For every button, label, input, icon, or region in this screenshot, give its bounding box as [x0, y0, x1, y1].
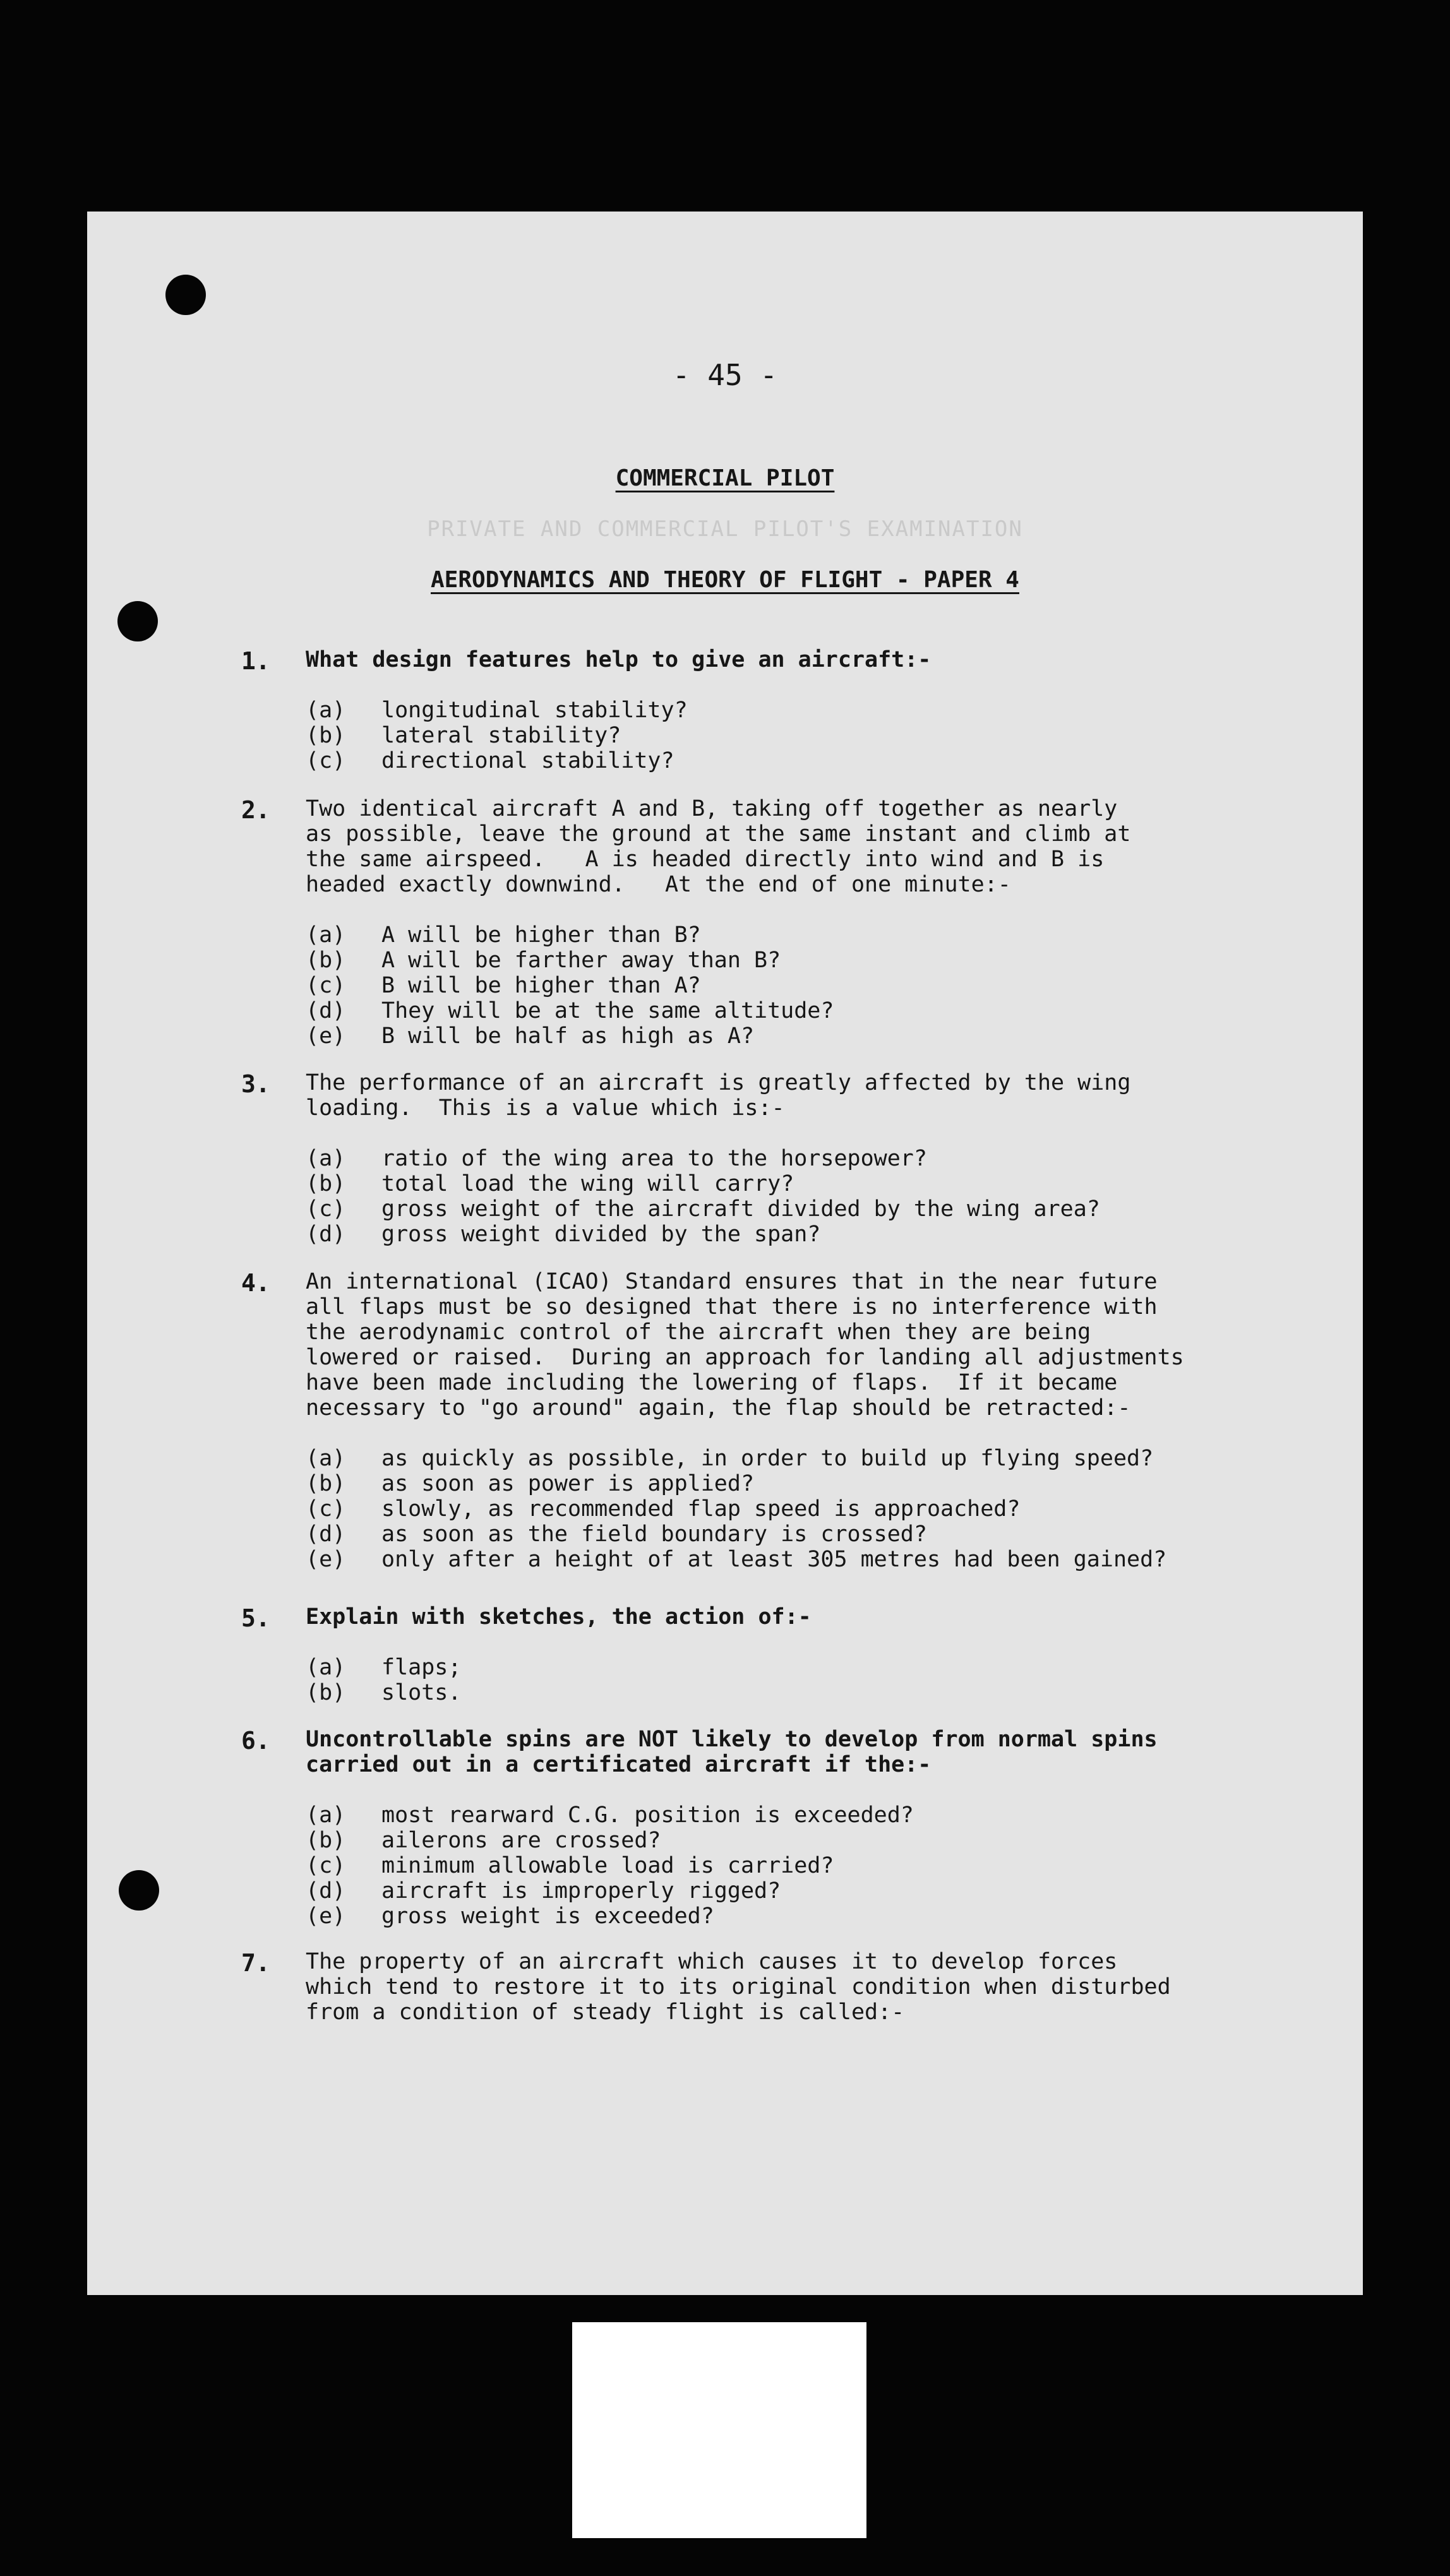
- option-text: as soon as the field boundary is crossed?: [381, 1522, 927, 1547]
- option-text: A will be higher than B?: [381, 922, 701, 948]
- question-4: [241, 1269, 1353, 1572]
- question-number: 2.: [241, 796, 270, 824]
- question-text: An international (ICAO) Standard ensures that in the near future all flaps must be so designed that there is no interference with the aerodynamic control of the aircraft when they are being lowered or raised. During an approach for landing all adjustments have been made including the lowering of flaps. If it became necessary to "go around" again, the flap should be retracted:-: [306, 1269, 1184, 1421]
- option-item: [306, 698, 1353, 723]
- option-label: (b): [306, 1471, 346, 1496]
- option-text: ailerons are crossed?: [381, 1828, 661, 1853]
- option-text: as quickly as possible, in order to build up flying speed?: [381, 1446, 1154, 1471]
- option-label: (c): [306, 973, 346, 998]
- option-item: [306, 922, 1353, 948]
- punch-hole: [119, 1870, 159, 1911]
- option-text: longitudinal stability?: [381, 698, 688, 723]
- option-text: only after a height of at least 305 metres had been gained?: [381, 1547, 1167, 1572]
- option-label: (d): [306, 1878, 346, 1904]
- option-label: (a): [306, 1446, 346, 1471]
- question-number: 7.: [241, 1949, 270, 1977]
- option-label: (b): [306, 1171, 346, 1196]
- punch-hole: [165, 275, 206, 315]
- option-text: slots.: [381, 1680, 462, 1705]
- option-label: (a): [306, 1146, 346, 1171]
- option-text: ratio of the wing area to the horsepower?: [381, 1146, 927, 1171]
- option-label: (a): [306, 1655, 346, 1680]
- option-list: [306, 1446, 1353, 1572]
- option-label: (b): [306, 1680, 346, 1705]
- option-label: (a): [306, 698, 346, 723]
- option-text: flaps;: [381, 1655, 462, 1680]
- blank-card: [572, 2322, 866, 2538]
- option-item: [306, 1196, 1353, 1222]
- option-text: most rearward C.G. position is exceeded?: [381, 1803, 914, 1828]
- option-label: (e): [306, 1023, 346, 1049]
- option-text: aircraft is improperly rigged?: [381, 1878, 781, 1904]
- option-item: [306, 1878, 1353, 1904]
- option-item: [306, 948, 1353, 973]
- option-text: directional stability?: [381, 748, 674, 773]
- option-item: [306, 1446, 1353, 1471]
- option-label: (d): [306, 998, 346, 1023]
- option-item: [306, 1171, 1353, 1196]
- option-text: B will be higher than A?: [381, 973, 701, 998]
- question-1: [241, 647, 1353, 773]
- option-item: [306, 1222, 1353, 1247]
- option-label: (a): [306, 1803, 346, 1828]
- option-list: [306, 922, 1353, 1049]
- option-label: (b): [306, 1828, 346, 1853]
- option-item: [306, 1853, 1353, 1878]
- option-label: (c): [306, 748, 346, 773]
- option-text: gross weight of the aircraft divided by the wing area?: [381, 1196, 1100, 1222]
- option-list: [306, 1655, 1353, 1705]
- option-list: [306, 698, 1353, 773]
- option-label: (c): [306, 1853, 346, 1878]
- option-item: [306, 1023, 1353, 1049]
- option-text: lateral stability?: [381, 723, 621, 748]
- option-item: [306, 973, 1353, 998]
- option-text: B will be half as high as A?: [381, 1023, 755, 1049]
- question-text: The performance of an aircraft is greatly affected by the wing loading. This is a value which is:-: [306, 1070, 1131, 1121]
- question-number: 4.: [241, 1269, 270, 1297]
- option-text: total load the wing will carry?: [381, 1171, 794, 1196]
- option-item: [306, 1803, 1353, 1828]
- question-text: Uncontrollable spins are NOT likely to develop from normal spins carried out in a certificated aircraft if the:-: [306, 1727, 1158, 1777]
- option-item: [306, 1471, 1353, 1496]
- question-number: 6.: [241, 1727, 270, 1755]
- option-item: [306, 748, 1353, 773]
- option-item: [306, 1496, 1353, 1522]
- option-item: [306, 1655, 1353, 1680]
- document-subtitle: AERODYNAMICS AND THEORY OF FLIGHT - PAPER 4: [431, 567, 1019, 593]
- option-text: They will be at the same altitude?: [381, 998, 834, 1023]
- question-number: 1.: [241, 647, 270, 675]
- option-label: (c): [306, 1196, 346, 1222]
- option-label: (d): [306, 1222, 346, 1247]
- option-list: [306, 1146, 1353, 1247]
- option-label: (a): [306, 922, 346, 948]
- document-title: COMMERCIAL PILOT: [615, 465, 835, 491]
- option-text: as soon as power is applied?: [381, 1471, 755, 1496]
- option-item: [306, 1680, 1353, 1705]
- option-item: [306, 1522, 1353, 1547]
- option-label: (b): [306, 723, 346, 748]
- page-number: - 45 -: [672, 358, 778, 392]
- question-7: [241, 1949, 1353, 2025]
- option-item: [306, 723, 1353, 748]
- struck-out-line: PRIVATE AND COMMERCIAL PILOT'S EXAMINATION: [427, 516, 1023, 542]
- question-text: Two identical aircraft A and B, taking off together as nearly as possible, leave the ground at the same instant and climb at the same airspeed. A is headed directly into wind and B is headed exactly downwind. At the end of one minute:-: [306, 796, 1131, 897]
- option-text: gross weight is exceeded?: [381, 1904, 714, 1929]
- option-text: A will be farther away than B?: [381, 948, 781, 973]
- question-number: 5.: [241, 1604, 270, 1632]
- option-item: [306, 1547, 1353, 1572]
- option-text: gross weight divided by the span?: [381, 1222, 821, 1247]
- document-page: [87, 212, 1363, 2295]
- option-label: (b): [306, 948, 346, 973]
- option-label: (e): [306, 1904, 346, 1929]
- option-list: [306, 1803, 1353, 1929]
- option-text: minimum allowable load is carried?: [381, 1853, 834, 1878]
- option-item: [306, 1146, 1353, 1171]
- question-3: [241, 1070, 1353, 1247]
- question-2: [241, 796, 1353, 1049]
- question-number: 3.: [241, 1070, 270, 1098]
- option-item: [306, 1828, 1353, 1853]
- option-label: (c): [306, 1496, 346, 1522]
- option-label: (d): [306, 1522, 346, 1547]
- question-5: [241, 1604, 1353, 1705]
- question-text: What design features help to give an aircraft:-: [306, 647, 932, 672]
- option-item: [306, 1904, 1353, 1929]
- option-text: slowly, as recommended flap speed is approached?: [381, 1496, 1021, 1522]
- question-6: [241, 1727, 1353, 1929]
- option-label: (e): [306, 1547, 346, 1572]
- question-text: Explain with sketches, the action of:-: [306, 1604, 812, 1630]
- question-text: The property of an aircraft which causes it to develop forces which tend to restore it to its original condition when disturbed from a condition of steady flight is called:-: [306, 1949, 1171, 2025]
- punch-hole: [117, 601, 158, 641]
- option-item: [306, 998, 1353, 1023]
